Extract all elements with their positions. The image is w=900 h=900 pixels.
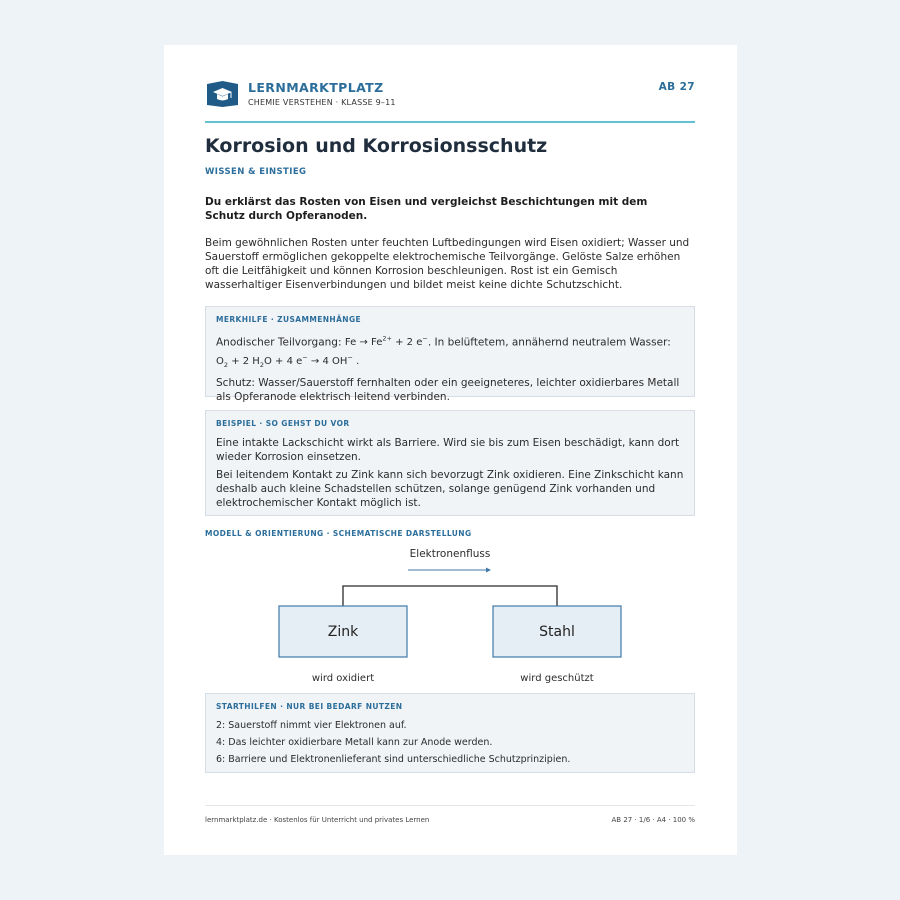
footer-website: lernmarktplatz.de · Kostenlos für Unterricht und privates Lernen	[205, 816, 430, 824]
neutral-water-text: . In belüftetem, annähernd neutralem Wasser:	[427, 336, 671, 349]
brand-name: LERNMARKTPLATZ	[248, 80, 384, 95]
electron-flow-arrow-head	[486, 568, 491, 573]
page-title: Korrosion und Korrosionsschutz	[205, 135, 548, 157]
header	[205, 79, 695, 119]
section-subtitle: WISSEN & EINSTIEG	[205, 167, 307, 177]
footer-divider	[205, 805, 695, 806]
anodic-reaction-line	[216, 332, 684, 350]
starthilfe-item: 4: Das leichter oxidierbare Metall kann zur Anode werden.	[216, 737, 493, 748]
connecting-wire	[343, 586, 557, 606]
stahl-caption: wird geschützt	[520, 673, 594, 684]
merkhilfe-box	[205, 306, 695, 403]
model-heading: MODELL & ORIENTIERUNG · SCHEMATISCHE DARSTELLUNG	[205, 529, 472, 538]
intro-paragraph: Beim gewöhnlichen Rosten unter feuchten Luftbedingungen wird Eisen oxidiert; Wasser und Sauerstoff ermöglichen gekoppelte elektrochemische Teilvorgänge. Gelöste Salze erhöhen oft die Leitfähigkeit und können Korrosion beschleunigen. Rost ist ein Gemisch wasserhaltiger Eisenverbindungen und bildet meist keine dichte Schutzschicht.	[205, 237, 690, 291]
starthilfe-item: 6: Barriere und Elektronenlieferant sind unterschiedliche Schutzprinzipien.	[216, 754, 571, 765]
beispiel-paragraph-2: Bei leitendem Kontakt zu Zink kann sich bevorzugt Zink oxidieren. Eine Zinkschicht kann deshalb auch kleine Schadstellen schützen, solange genügend Zink vorhanden und elektrochemischer Kontakt möglich ist.	[216, 469, 684, 509]
anodic-label: Anodischer Teilvorgang:	[216, 336, 342, 349]
anodic-equation: $Fe \to Fe^{2+} + 2$ e−	[344, 335, 428, 349]
schutz-text: Schutz: Wasser/Sauerstoff fernhalten oder ein geeigneteres, leichter oxidierbares Metall als Opferanode elektrisch leitend verbinden.	[216, 376, 680, 403]
merkhilfe-heading: MERKHILFE · ZUSAMMENHÄNGE	[216, 315, 362, 324]
starthilfen-heading: STARTHILFEN · NUR BEI BEDARF NUTZEN	[216, 702, 403, 711]
electron-flow-label: Elektronenfluss	[409, 548, 491, 560]
electron-flow-diagram	[205, 543, 696, 693]
stahl-label: Stahl	[539, 624, 575, 640]
header-divider	[205, 121, 695, 123]
sheet-id: AB 27	[658, 81, 695, 93]
starthilfe-item: 2: Sauerstoff nimmt vier Elektronen auf.	[216, 720, 407, 731]
brand-tagline: CHEMIE VERSTEHEN · KLASSE 9–11	[248, 98, 396, 107]
zink-label: Zink	[327, 624, 359, 640]
cathodic-reaction-line	[216, 350, 684, 371]
beispiel-paragraph-1: Eine intakte Lackschicht wirkt als Barriere. Wird sie bis zum Eisen beschädigt, kann dort wieder Korrosion einsetzen.	[216, 437, 680, 463]
starthilfen-box	[205, 693, 695, 773]
beispiel-heading: BEISPIEL · SO GEHST DU VOR	[216, 419, 350, 428]
beispiel-box	[205, 410, 695, 516]
cathodic-equation: $O_2 + 2$ $H_2O + 4$ e− → 4 OH− .	[216, 353, 360, 369]
worksheet-page	[164, 45, 737, 855]
learning-goal: Du erklärst das Rosten von Eisen und vergleichst Beschichtungen mit dem Schutz durch Opferanoden.	[205, 196, 648, 222]
zink-caption: wird oxidiert	[311, 673, 375, 684]
graduation-cap-logo-icon	[207, 81, 238, 107]
footer-page-info: AB 27 · 1/6 · A4 · 100 %	[611, 816, 695, 824]
